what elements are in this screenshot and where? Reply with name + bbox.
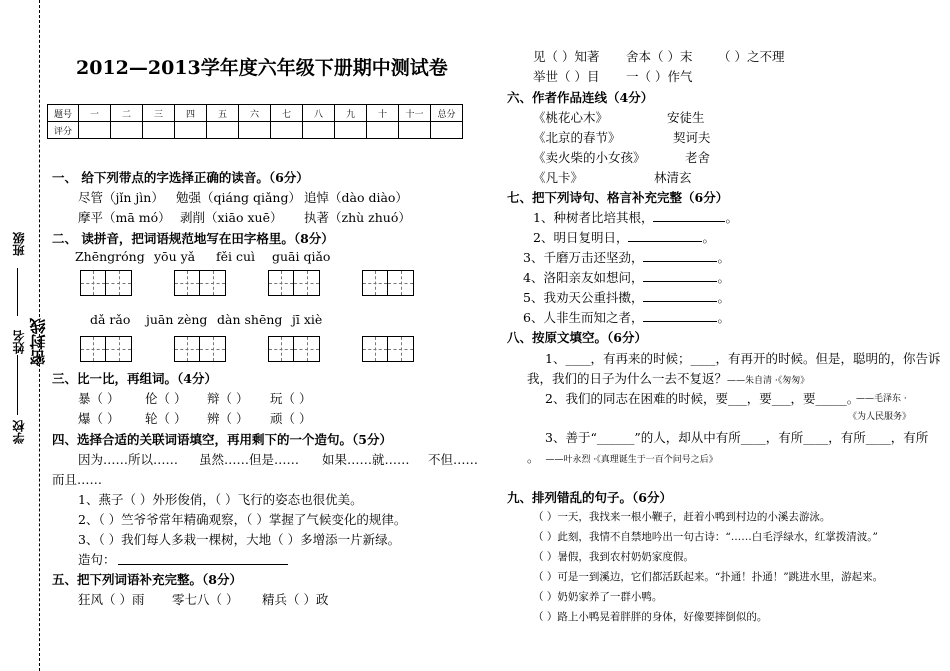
- section-9-heading: 九、排列错乱的句子。（6分）: [507, 490, 672, 505]
- s7-item: 2、明日复明日， 。: [533, 230, 715, 245]
- s6-author: 林清玄: [654, 170, 692, 185]
- s9-item: （ ）暑假，我到农村奶奶家度假。: [533, 551, 694, 563]
- s6-author: 老舍: [685, 150, 711, 165]
- section-3-heading: 三、比一比，再组词。（4分）: [52, 371, 217, 386]
- s8-p3-line1: 3、善于“______”的人，却从中有所____，有所____，有所____，有所: [545, 430, 929, 445]
- s4-make-sentence-line[interactable]: [118, 564, 288, 565]
- s6-work: 《北京的春节》: [533, 130, 621, 145]
- s7-blank[interactable]: [643, 321, 717, 322]
- tianzige-box[interactable]: [362, 336, 414, 362]
- s9-item: （ ）此刻，我情不自禁地吟出一句古诗：“……白毛浮绿水，红掌拨清波。”: [533, 531, 878, 543]
- s5-item: 舍本（ ）末: [626, 49, 693, 64]
- s3-item: 伦（ ）: [145, 391, 187, 406]
- s7-blank[interactable]: [643, 301, 717, 302]
- s1-item: 追悼（dào diào）: [304, 190, 408, 205]
- score-header-cell: 四: [175, 105, 207, 122]
- s1-item: 执著（zhù zhuó）: [304, 210, 411, 225]
- score-header-row: [48, 105, 463, 122]
- s7-item-text: 5、我劝天公重抖擞，: [523, 290, 644, 305]
- s7-item: 1、种树者比培其根， 。: [533, 210, 738, 225]
- s4-option: 如果……就……: [322, 452, 410, 467]
- section-6-heading: 六、作者作品连线（4分）: [507, 90, 654, 105]
- s4-question: 3、（ ）我们每人多栽一棵树，大地（ ）多增添一片新绿。: [78, 532, 401, 547]
- s8-p1-line1: 1、____，有再来的时候；____，有再开的时候。但是，聪明的，你告诉: [545, 351, 941, 366]
- s7-item: 6、人非生而知之者， 。: [523, 310, 730, 325]
- s4-option: 不但……: [428, 452, 479, 467]
- tianzige-box[interactable]: [80, 270, 132, 296]
- s8-p3-line2: [527, 448, 718, 466]
- pinyin-label: fěi cuì: [216, 249, 256, 264]
- s3-item: 暴（ ）: [78, 391, 120, 406]
- tianzige-box[interactable]: [80, 336, 132, 362]
- s8-p3-text: 。: [527, 450, 540, 465]
- s5-item: 见（ ）知著: [533, 49, 600, 64]
- score-row-label: 评分: [48, 122, 79, 139]
- score-cell[interactable]: [431, 122, 463, 139]
- binding-school-label: 学校: [12, 420, 26, 444]
- score-header-cell: 九: [335, 105, 367, 122]
- score-cell[interactable]: [335, 122, 367, 139]
- s1-item: 摩平（mā mó）: [78, 210, 171, 225]
- s7-blank[interactable]: [643, 261, 717, 262]
- s7-item-text: 3、千磨万击还坚劲，: [523, 250, 644, 265]
- pinyin-label: yōu yǎ: [154, 249, 196, 264]
- binding-class-blank: [17, 268, 18, 316]
- score-header-cell: 五: [207, 105, 239, 122]
- s3-item: 辨（ ）: [207, 411, 249, 426]
- pinyin-label: dǎ rǎo: [90, 312, 131, 327]
- s8-p2-text: 2、我们的同志在困难的时候，要___，要___，要_____。: [545, 391, 860, 406]
- s6-work: 《凡卡》: [533, 170, 584, 185]
- s1-item: 勉强（qiáng qiǎng）: [176, 190, 301, 205]
- s6-work: 《桃花心木》: [533, 110, 609, 125]
- s7-blank[interactable]: [653, 221, 725, 222]
- section-7-heading: 七、把下列诗句、格言补充完整（6分）: [507, 190, 729, 205]
- pinyin-label: juān zèng: [146, 312, 208, 327]
- s8-p1-text: 我，我们的日子为什么一去不复返？: [527, 371, 728, 386]
- s4-make-sentence-label: 造句：: [78, 552, 116, 567]
- binding-name-blank: [17, 355, 18, 415]
- s1-item: 剥削（xiāo xuē）: [180, 210, 283, 225]
- s5-item: 狂风（ ）雨: [78, 592, 145, 607]
- score-header-cell: 八: [303, 105, 335, 122]
- s5-item: 一（ ）作气: [626, 69, 693, 84]
- s5-item: 精兵（ ）政: [262, 592, 329, 607]
- s7-item: 4、洛阳亲友如想问， 。: [523, 270, 730, 285]
- section-5-heading: 五、把下列词语补充完整。（8分）: [52, 572, 242, 587]
- section-1-heading: 一、 给下列带点的字选择正确的读音。（6分）: [52, 170, 309, 185]
- section-4-heading: 四、选择合适的关联词语填空，再用剩下的一个造句。（5分）: [52, 432, 392, 447]
- score-cell[interactable]: [111, 122, 143, 139]
- s4-option: 虽然……但是……: [199, 452, 300, 467]
- s5-item: 举世（ ）目: [533, 69, 600, 84]
- score-header-cell: 总分: [431, 105, 463, 122]
- s8-p1-line2: [527, 369, 809, 387]
- s1-item: 尽管（jǐn jìn）: [78, 190, 164, 205]
- score-header-cell: 一: [79, 105, 111, 122]
- s7-item-text: 6、人非生而知之者，: [523, 310, 644, 325]
- s8-p3-source: ——叶永烈 ·《真理诞生于一百个问号之后》: [545, 455, 718, 465]
- section-8-heading: 八、按原文填空。（6分）: [507, 330, 647, 345]
- score-cell[interactable]: [79, 122, 111, 139]
- tianzige-box[interactable]: [268, 270, 320, 296]
- tianzige-box[interactable]: [362, 270, 414, 296]
- binding-name-label: 姓名: [12, 330, 26, 354]
- s9-item: （ ）奶奶家养了一群小鸭。: [533, 591, 663, 603]
- binding-seal-text: 密封线: [29, 318, 48, 366]
- binding-class-label: 班级: [12, 232, 26, 256]
- score-header-cell: 七: [271, 105, 303, 122]
- s3-item: 爆（ ）: [78, 411, 120, 426]
- s3-item: 辩（ ）: [207, 391, 249, 406]
- s8-p2-line1: [545, 389, 859, 407]
- s7-item: 5、我劝天公重抖擞， 。: [523, 290, 730, 305]
- score-header-cell: 十一: [399, 105, 431, 122]
- score-header-cell: 题号: [48, 105, 79, 122]
- tianzige-box[interactable]: [174, 336, 226, 362]
- s7-item-text: 2、明日复明日，: [533, 230, 629, 245]
- s3-item: 玩（ ）: [270, 391, 312, 406]
- score-header-cell: 十: [367, 105, 399, 122]
- page-title: 2012—2013学年度六年级下册期中测试卷: [76, 57, 448, 79]
- s6-author: 契诃夫: [673, 130, 711, 145]
- s6-author: 安徒生: [667, 110, 705, 125]
- s8-p2-source-2: 《为人民服务》: [848, 412, 912, 422]
- s8-p1-source: ——朱自清 ·《匆匆》: [727, 376, 810, 386]
- s3-item: 顽（ ）: [270, 411, 312, 426]
- s4-option: 因为……所以……: [78, 452, 179, 467]
- tianzige-box[interactable]: [174, 270, 226, 296]
- s6-work: 《卖火柴的小女孩》: [533, 150, 646, 165]
- pinyin-label: Zhēngróng: [75, 249, 145, 264]
- score-value-row: [48, 122, 463, 139]
- s5-item: 零七八（ ）: [172, 592, 239, 607]
- s4-question: 1、燕子（ ）外形俊俏，（ ）飞行的姿态也很优美。: [78, 492, 363, 507]
- score-cell[interactable]: [239, 122, 271, 139]
- s7-item: 3、千磨万击还坚劲， 。: [523, 250, 730, 265]
- s5-item: （ ）之不理: [718, 49, 785, 64]
- s7-blank[interactable]: [628, 241, 702, 242]
- s8-p2-source-1: ——毛泽东 ·: [856, 394, 907, 404]
- section-2-heading: 二、 读拼音，把词语规范地写在田字格里。（8分）: [52, 231, 334, 246]
- pinyin-label: jī xiè: [292, 312, 323, 327]
- s9-item: （ ）路上小鸭晃着胖胖的身体，好像要摔倒似的。: [533, 611, 768, 623]
- score-header-cell: 三: [143, 105, 175, 122]
- score-table: [47, 104, 463, 139]
- s4-option-cont: 而且……: [52, 472, 103, 487]
- s3-item: 轮（ ）: [145, 411, 187, 426]
- pinyin-label: guāi qiǎo: [272, 249, 331, 264]
- score-cell[interactable]: [399, 122, 431, 139]
- s9-item: （ ）可是一到溪边，它们都活跃起来。“扑通！扑通！”跳进水里，游起来。: [533, 571, 884, 583]
- s9-item: （ ）一天，我找来一根小鞭子，赶着小鸭到村边的小溪去游泳。: [533, 511, 831, 523]
- score-cell[interactable]: [175, 122, 207, 139]
- tianzige-box[interactable]: [268, 336, 320, 362]
- s7-item-text: 1、种树者比培其根，: [533, 210, 654, 225]
- score-cell[interactable]: [271, 122, 303, 139]
- s7-blank[interactable]: [643, 281, 717, 282]
- s4-question: 2、（ ）竺爷爷常年精确观察，（ ）掌握了气候变化的规律。: [78, 512, 407, 527]
- pinyin-label: dàn shēng: [217, 312, 283, 327]
- score-cell[interactable]: [143, 122, 175, 139]
- score-cell[interactable]: [367, 122, 399, 139]
- score-cell[interactable]: [207, 122, 239, 139]
- score-header-cell: 二: [111, 105, 143, 122]
- score-header-cell: 六: [239, 105, 271, 122]
- score-cell[interactable]: [303, 122, 335, 139]
- s7-item-text: 4、洛阳亲友如想问，: [523, 270, 644, 285]
